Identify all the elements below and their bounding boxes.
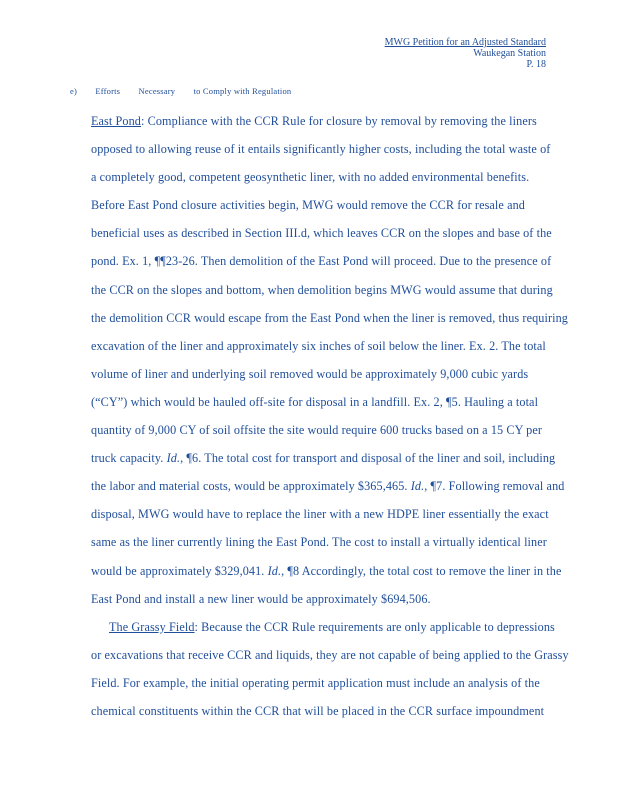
paragraph-line — [91, 557, 591, 585]
document-body — [91, 107, 591, 725]
paragraph-line: the demolition CCR would escape from the East Pond when the liner is removed, thus requiring — [91, 310, 568, 325]
header-title: MWG Petition for an Adjusted Standard — [384, 37, 546, 48]
paragraph-line: chemical constituents within the CCR that will be placed in the CCR surface impoundment — [91, 703, 545, 718]
paragraph-line — [91, 444, 591, 472]
paragraph-line: pond. Ex. 1, ¶¶23-26. Then demolition of the East Pond will proceed. Due to the presence of — [91, 254, 552, 269]
paragraph-line: same as the liner currently lining the East Pond. The cost to install a virtually identical liner — [91, 535, 547, 550]
paragraph-heading-grassy-field: The Grassy Field — [109, 619, 195, 634]
paragraph-line — [91, 472, 591, 500]
paragraph-line: or excavations that receive CCR and liquids, they are not capable of being applied to the Grassy — [91, 647, 569, 662]
paragraph-line: quantity of 9,000 CY of soil offsite the site would require 600 trucks based on a 15 CY per — [91, 423, 543, 438]
paragraph-line: East Pond and install a new liner would be approximately $694,506. — [91, 591, 431, 606]
paragraph-line: volume of liner and underlying soil removed would be approximately 9,000 cubic yards — [91, 366, 529, 381]
section-marker: e) — [70, 86, 78, 96]
header-page-number: P. 18 — [526, 59, 546, 70]
paragraph-text: , ¶6. The total cost for transport and disposal of the liner and soil, including — [180, 451, 556, 466]
paragraph-line: excavation of the liner and approximately six inches of soil below the liner. Ex. 2. The total — [91, 338, 546, 353]
paragraph-line: opposed to allowing reuse of it entails significantly higher costs, including the total waste of — [91, 142, 551, 157]
section-heading — [70, 86, 307, 96]
paragraph-line: the CCR on the slopes and bottom, when demolition begins MWG would assume that during — [91, 282, 553, 297]
paragraph-line — [91, 613, 591, 641]
section-title-word: Efforts — [95, 86, 121, 96]
section-title-word: to Comply with Regulation — [193, 86, 292, 96]
paragraph-text: : Compliance with the CCR Rule for closure by removal by removing the liners — [141, 114, 537, 128]
paragraph-text: truck capacity. — [91, 451, 167, 466]
citation: Id. — [166, 451, 181, 466]
paragraph-text: , ¶8 Accordingly, the total cost to remove the liner in the — [281, 563, 562, 578]
paragraph-line: Before East Pond closure activities begin, MWG would remove the CCR for resale and — [91, 198, 525, 213]
paragraph-text: : Because the CCR Rule requirements are only applicable to depressions — [194, 619, 555, 634]
paragraph-line — [91, 107, 591, 135]
paragraph-text: the labor and material costs, would be approximately $365,465. — [91, 479, 411, 494]
paragraph-line: disposal, MWG would have to replace the liner with a new HDPE liner essentially the exact — [91, 507, 549, 522]
paragraph-line: Field. For example, the initial operating permit application must include an analysis of the — [91, 675, 540, 690]
paragraph-heading-east-pond: East Pond — [91, 114, 141, 128]
page-header — [385, 37, 546, 70]
citation: Id. — [267, 563, 282, 578]
paragraph-line: beneficial uses as described in Section III.d, which leaves CCR on the slopes and base of the — [91, 226, 552, 241]
paragraph-line: (“CY”) which would be hauled off-site for disposal in a landfill. Ex. 2, ¶5. Hauling a total — [91, 394, 539, 409]
paragraph-text: would be approximately $329,041. — [91, 563, 268, 578]
paragraph-text: , ¶7. Following removal and — [424, 479, 565, 494]
header-station: Waukegan Station — [473, 48, 546, 59]
citation: Id. — [410, 479, 425, 494]
section-title-word: Necessary — [138, 86, 176, 96]
paragraph-line: a completely good, competent geosynthetic liner, with no added environmental benefits. — [91, 170, 530, 185]
